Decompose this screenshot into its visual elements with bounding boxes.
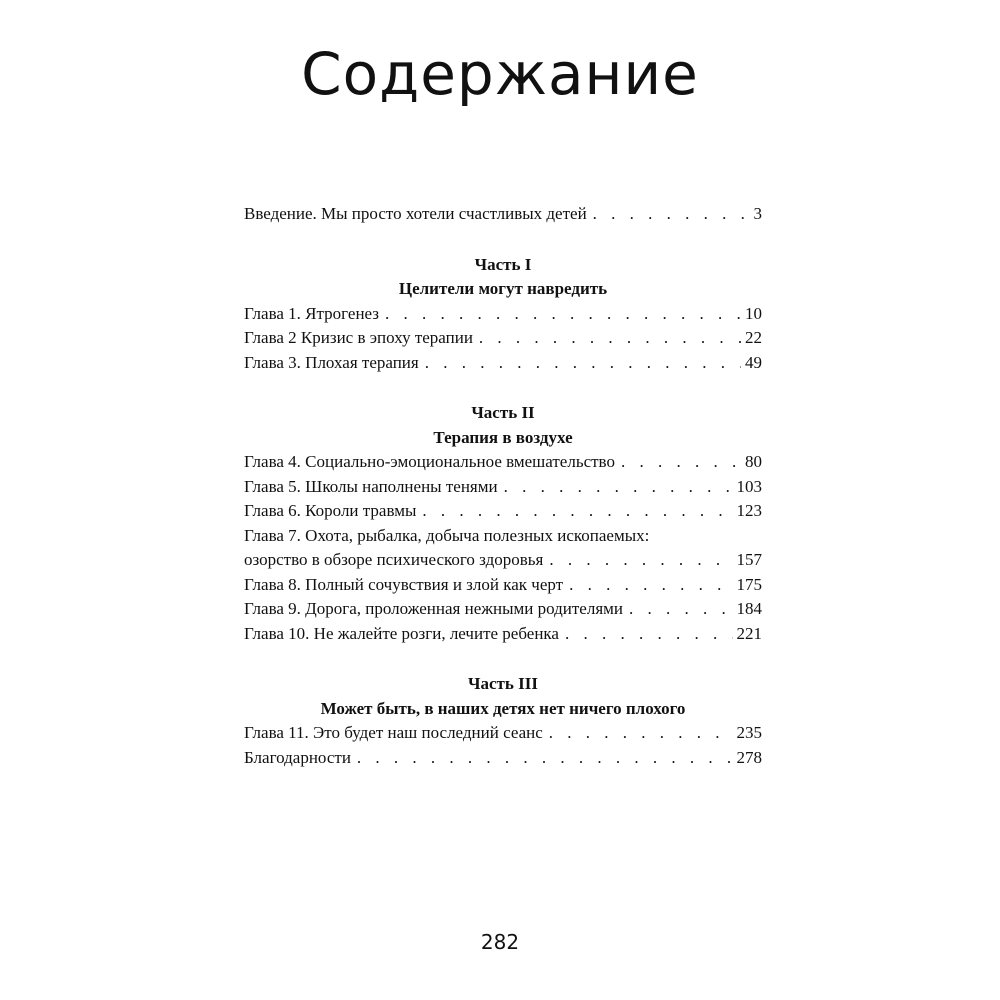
toc-entry-page: 175 <box>736 574 762 594</box>
dot-leader <box>549 721 733 746</box>
toc-entry-page: 235 <box>736 723 762 742</box>
toc-entry-page: 278 <box>736 747 762 767</box>
toc-entry-page: 49 <box>745 352 762 372</box>
toc-entry-page: 157 <box>736 550 762 569</box>
toc-entry[interactable] <box>244 721 762 746</box>
toc-entry[interactable] <box>244 622 762 647</box>
dot-leader <box>422 499 732 524</box>
toc-entry[interactable] <box>244 746 762 771</box>
toc-entry-label: Глава 1. Ятрогенез <box>244 303 380 323</box>
page-number: 282 <box>480 930 520 954</box>
part-label: Часть II <box>471 403 535 422</box>
toc-entry[interactable] <box>244 548 762 573</box>
toc-entry-label: Глава 11. Это будет наш последний сеанс <box>244 723 543 742</box>
toc-entry-label: Глава 6. Короли травмы <box>244 501 417 520</box>
dot-leader <box>385 302 741 327</box>
dot-leader <box>593 202 750 227</box>
dot-leader <box>621 450 741 475</box>
toc-entry-page: 3 <box>753 204 762 223</box>
toc-entry[interactable] <box>244 573 762 598</box>
part-label: Часть I <box>474 254 532 274</box>
part-title: Может быть, в наших детях нет ничего плохого <box>320 698 686 718</box>
dot-leader <box>425 351 741 376</box>
dot-leader <box>479 326 741 351</box>
dot-leader <box>569 573 732 598</box>
toc-entry-page: 123 <box>736 501 762 520</box>
dot-leader <box>629 597 732 622</box>
toc-entry[interactable] <box>244 450 762 475</box>
table-of-contents <box>244 202 762 770</box>
toc-entry-line1[interactable] <box>244 524 762 549</box>
toc-entry-label: Глава 3. Плохая терапия <box>244 352 419 372</box>
toc-entry[interactable] <box>244 326 762 351</box>
toc-entry-label: Глава 4. Социально-эмоциональное вмешательство <box>244 452 615 471</box>
dot-leader <box>357 746 733 771</box>
toc-entry-label: Глава 8. Полный сочувствия и злой как черт <box>244 574 564 594</box>
toc-entry[interactable] <box>244 302 762 327</box>
toc-entry[interactable] <box>244 499 762 524</box>
toc-entry-page: 184 <box>736 599 762 618</box>
toc-entry-page: 22 <box>745 328 762 347</box>
part-title: Целители могут навредить <box>398 279 608 298</box>
dot-leader <box>565 622 733 647</box>
toc-entry-label: Благодарности <box>244 747 351 767</box>
page-title: Содержание <box>301 40 699 108</box>
toc-entry-label: Глава 7. Охота, рыбалка, добыча полезных ископаемых: <box>244 525 650 545</box>
toc-entry[interactable] <box>244 351 762 376</box>
toc-entry-label: озорство в обзоре психического здоровья <box>244 550 544 569</box>
dot-leader <box>504 475 733 500</box>
toc-entry-page: 10 <box>745 303 762 323</box>
part-label: Часть III <box>468 674 538 693</box>
toc-entry-label: Глава 9. Дорога, проложенная нежными родителями <box>244 599 624 618</box>
dot-leader <box>549 548 732 573</box>
toc-entry-label: Введение. Мы просто хотели счастливых детей <box>244 204 587 223</box>
toc-entry[interactable] <box>244 597 762 622</box>
part-title: Терапия в воздухе <box>433 427 573 447</box>
toc-entry-label: Глава 5. Школы наполнены тенями <box>244 476 498 496</box>
toc-entry-label: Глава 2 Кризис в эпоху терапии <box>244 328 473 347</box>
toc-entry[interactable] <box>244 475 762 500</box>
toc-entry-label: Глава 10. Не жалейте розги, лечите ребенка <box>244 623 559 643</box>
toc-entry-intro[interactable] <box>244 202 762 227</box>
toc-entry-page: 103 <box>736 476 762 496</box>
toc-entry-page: 80 <box>745 452 762 471</box>
toc-entry-page: 221 <box>736 623 762 643</box>
